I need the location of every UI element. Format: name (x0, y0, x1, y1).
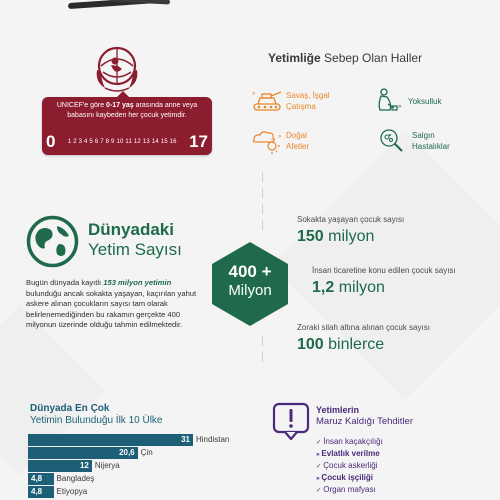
threats-title-bold: Yetimlerin (316, 405, 360, 415)
age-scale-end: 17 (189, 132, 208, 151)
age-scale-start: 0 (46, 132, 56, 151)
stat-value-trafficking: 1,2 milyon (312, 279, 385, 296)
svg-text:»: » (398, 104, 402, 110)
threats-title: Maruz Kaldığı Tehditler (316, 416, 413, 427)
unicef-definition-text: UNICEF'e göre 0-17 yaş arasında anne veya babasını kaybeden her çocuk yetimdir. (56, 102, 198, 119)
threat-item: » Evlatlık verilme (316, 449, 380, 458)
age-scale-middle: 1 2 3 4 5 6 7 8 9 10 11 12 13 14 15 16 (67, 139, 177, 145)
threat-item: ✓ Çocuk askerliği (316, 461, 378, 470)
warning-icon (271, 401, 311, 441)
causes-title: Yetimliğe Sebep Olan Haller (268, 51, 423, 65)
world-title: Yetim Sayısı (88, 240, 182, 259)
chart-bar-value: 31 (181, 435, 190, 444)
chart-bar-label: Bangladeş (56, 474, 95, 483)
chart-bar-label: Hindistan (196, 435, 230, 444)
cause-label: Salgın Hastalıklar (412, 131, 450, 151)
threat-item: » Çocuk işçiliği (316, 473, 373, 482)
cause-label: Savaş, İşgal Çatışma (286, 91, 330, 111)
stat-value-street: 150 milyon (297, 228, 375, 245)
chart-bar-label: Etiyopya (56, 487, 88, 496)
chart-bar-value: 4,8 (31, 487, 43, 496)
world-title-bold: Dünyadaki (88, 220, 174, 239)
chart-bar-value: 12 (79, 461, 89, 470)
cause-label: Yoksulluk (408, 96, 442, 106)
svg-text:»: » (252, 91, 256, 97)
chart-bar-label: Çin (140, 448, 153, 457)
hexagon-number: 400 + (228, 262, 272, 281)
threat-item: ✓ İnsan kaçakçılığı (316, 437, 383, 446)
chart-bar-value: 20,6 (119, 448, 135, 457)
chart-bar-label: Nijerya (94, 461, 120, 470)
chart-title: Dünyada En Çok (30, 403, 110, 414)
stat-label-soldiers: Zoraki silah altına alınan çocuk sayısı (297, 323, 430, 332)
stat-label-street: Sokakta yaşayan çocuk sayısı (297, 215, 405, 224)
world-paragraph: Bugün dünyada kayıtlı 153 milyon yetimin bulunduğu ancak sokakta yaşayan, kaçırılan yahut askere alınan çocukların sayısı tam olarak belirlenemediğinden bu rakamın gerçekte 400 milyonun üzerinde olduğu tahmin edilmektedir. (26, 278, 197, 330)
cause-label: Doğal Afetler (286, 131, 310, 151)
threat-item: ✓ Organ mafyası (316, 485, 376, 494)
chart-bar-value: 4,8 (31, 474, 43, 483)
chart-subtitle: Yetimin Bulunduğu İlk 10 Ülke (30, 415, 163, 426)
svg-text:»: » (278, 134, 282, 140)
hexagon-unit: Milyon (228, 282, 272, 299)
stat-value-soldiers: 100 binlerce (297, 336, 385, 353)
stat-label-trafficking: İnsan ticaretine konu edilen çocuk sayısı (312, 266, 456, 275)
